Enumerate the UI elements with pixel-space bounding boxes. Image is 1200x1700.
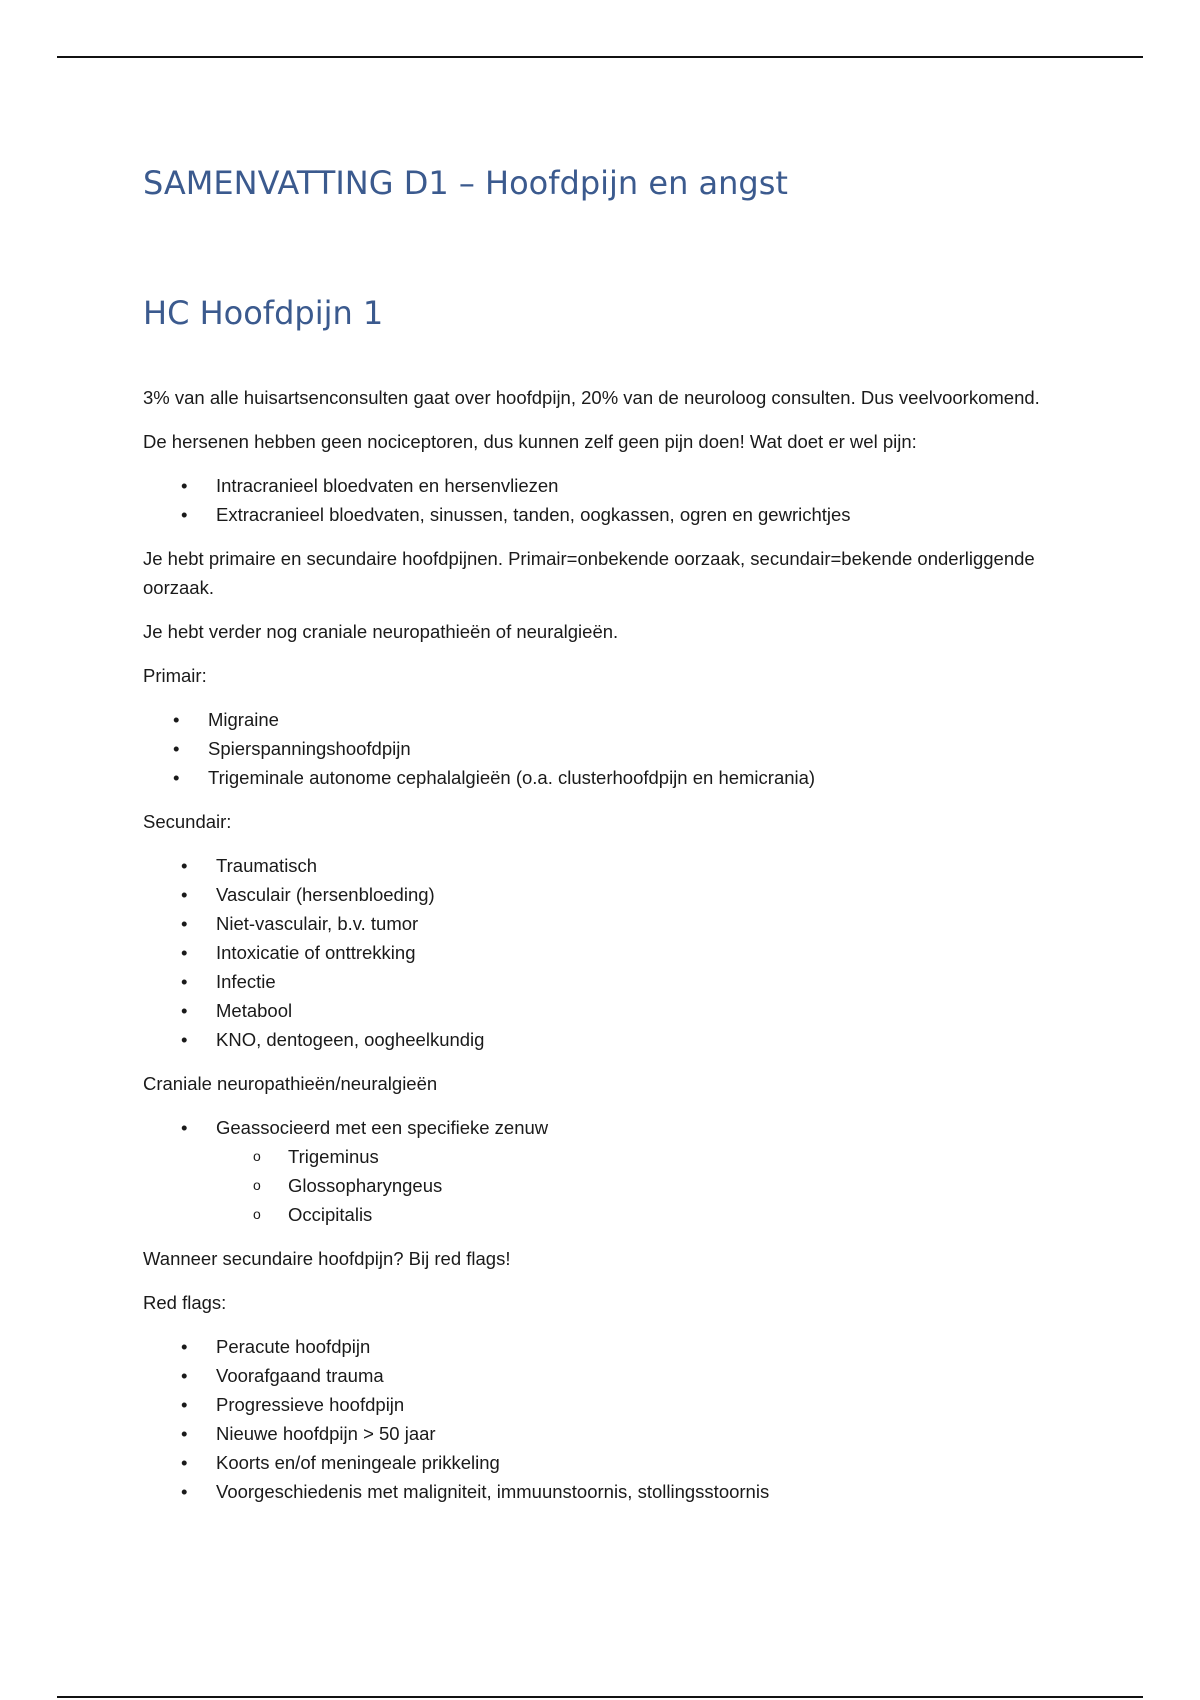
list-item-text: Intracranieel bloedvaten en hersenvliezen [216, 475, 559, 496]
sub-list-container [143, 1142, 1043, 1229]
red-flags-label: Red flags: [143, 1292, 227, 1313]
bullet-disc: • [181, 971, 188, 992]
bullet-disc: • [173, 767, 180, 788]
bullet-disc: • [181, 475, 188, 496]
list-item-text: Geassocieerd met een specifieke zenuw [216, 1117, 549, 1138]
bullet-circle: o [253, 1148, 261, 1164]
list-item [143, 1361, 1043, 1390]
bullet-disc: • [173, 738, 180, 759]
section-heading: HC Hoofdpijn 1 [143, 294, 384, 332]
bullet-disc: • [181, 1452, 188, 1473]
list-item [143, 1113, 1043, 1142]
list-item-text: Nieuwe hoofdpijn > 50 jaar [216, 1423, 436, 1444]
craniale-label: Craniale neuropathieën/neuralgieën [143, 1073, 438, 1094]
bullet-disc: • [181, 1365, 188, 1386]
list-item-text: Voorgeschiedenis met maligniteit, immuunstoornis, stollingsstoornis [216, 1481, 770, 1502]
list-item-text: Spierspanningshoofdpijn [208, 738, 411, 759]
list-item-text: Intoxicatie of onttrekking [216, 942, 416, 963]
list-item-text: Metabool [216, 1000, 293, 1021]
list-item [143, 471, 1043, 500]
list-item-text: KNO, dentogeen, oogheelkundig [216, 1029, 485, 1050]
pain-sources-list [143, 471, 1043, 529]
list-item-text: Migraine [208, 709, 279, 730]
list-item-text: Traumatisch [216, 855, 318, 876]
paragraph-nociceptors: De hersenen hebben geen nociceptoren, dus kunnen zelf geen pijn doen! Wat doet er wel pijn: [143, 431, 917, 452]
sub-list-item-text: Glossopharyngeus [288, 1175, 443, 1196]
sub-list-item [143, 1171, 1043, 1200]
list-item [143, 851, 1043, 880]
primair-label: Primair: [143, 665, 207, 686]
list-item [143, 1419, 1043, 1448]
paragraph-intro: 3% van alle huisartsenconsulten gaat over hoofdpijn, 20% van de neuroloog consulten. Dus veelvoorkomend. [143, 387, 1040, 408]
list-item-text: Voorafgaand trauma [216, 1365, 384, 1386]
bullet-circle: o [253, 1206, 261, 1222]
bullet-disc: • [181, 1481, 188, 1502]
list-item-text: Infectie [216, 971, 276, 992]
red-flags-list [143, 1332, 1043, 1506]
list-item-text: Koorts en/of meningeale prikkeling [216, 1452, 500, 1473]
bullet-disc: • [181, 1394, 188, 1415]
sub-list-item-text: Occipitalis [288, 1204, 373, 1225]
list-item [143, 1390, 1043, 1419]
list-item [143, 967, 1043, 996]
bullet-disc: • [181, 1117, 188, 1138]
sub-list-item-text: Trigeminus [288, 1146, 379, 1167]
bullet-disc: • [181, 504, 188, 525]
bullet-disc: • [181, 1029, 188, 1050]
paragraph-when-secondary: Wanneer secundaire hoofdpijn? Bij red flags! [143, 1248, 511, 1269]
footer-rule [57, 1696, 1143, 1698]
list-item [143, 734, 1043, 763]
list-item [143, 938, 1043, 967]
primair-list [143, 705, 1043, 792]
list-item [143, 909, 1043, 938]
bullet-disc: • [173, 709, 180, 730]
list-item [143, 880, 1043, 909]
document-body [143, 383, 1043, 1521]
bullet-circle: o [253, 1177, 261, 1193]
list-item [143, 1477, 1043, 1506]
list-item [143, 705, 1043, 734]
list-item-text: Extracranieel bloedvaten, sinussen, tanden, oogkassen, ogren en gewrichtjes [216, 504, 851, 525]
list-item [143, 500, 1043, 529]
list-item [143, 1025, 1043, 1054]
bullet-disc: • [181, 1336, 188, 1357]
bullet-disc: • [181, 942, 188, 963]
list-item [143, 1332, 1043, 1361]
list-item-text: Peracute hoofdpijn [216, 1336, 371, 1357]
bullet-disc: • [181, 884, 188, 905]
bullet-disc: • [181, 1000, 188, 1021]
sub-list-item [143, 1142, 1043, 1171]
paragraph-types: Je hebt primaire en secundaire hoofdpijnen. Primair=onbekende oorzaak, secundair=bekende onderliggende oorzaak. [143, 548, 1035, 598]
craniale-sub-list [143, 1142, 1043, 1229]
list-item-text: Niet-vasculair, b.v. tumor [216, 913, 419, 934]
bullet-disc: • [181, 913, 188, 934]
list-item-text: Progressieve hoofdpijn [216, 1394, 405, 1415]
craniale-list [143, 1113, 1043, 1229]
bullet-disc: • [181, 855, 188, 876]
list-item [143, 763, 1043, 792]
secundair-list [143, 851, 1043, 1054]
sub-list-item [143, 1200, 1043, 1229]
paragraph-cranial: Je hebt verder nog craniale neuropathieën of neuralgieën. [143, 621, 619, 642]
list-item-text: Vasculair (hersenbloeding) [216, 884, 435, 905]
header-rule [57, 56, 1143, 58]
list-item-text: Trigeminale autonome cephalalgieën (o.a. clusterhoofdpijn en hemicrania) [208, 767, 816, 788]
document-title: SAMENVATTING D1 – Hoofdpijn en angst [143, 164, 788, 202]
bullet-disc: • [181, 1423, 188, 1444]
list-item [143, 996, 1043, 1025]
list-item [143, 1448, 1043, 1477]
secundair-label: Secundair: [143, 811, 232, 832]
